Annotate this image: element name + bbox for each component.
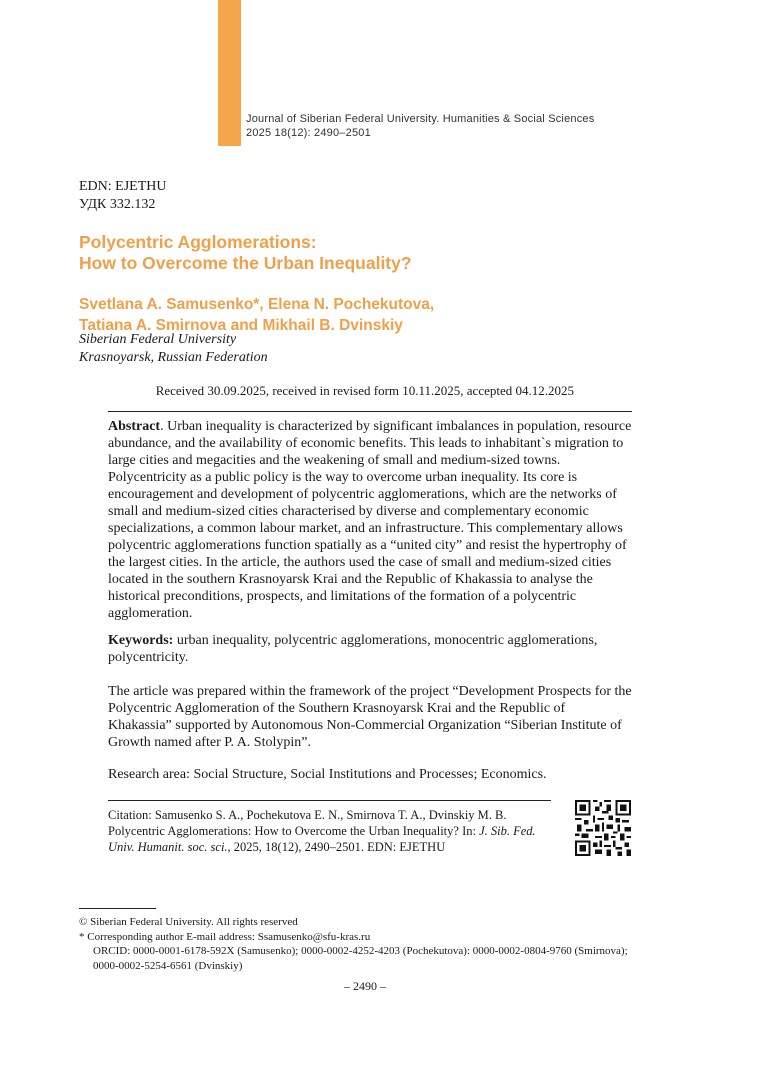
citation-prefix: Citation: Samusenko S. A., Pochekutova E. N., Smirnova T. A., Dvinskiy M. B. Polycentric Agglomerations: How to Overcome the Urban Inequality? In:	[108, 808, 507, 838]
corresponding-author-note: * Corresponding author E-mail address: Ssamusenko@sfu-kras.ru	[79, 930, 371, 943]
orcid-note: ORCID: 0000-0001-6178-592X (Samusenko); 0000-0002-4252-4203 (Pochekutova): 0000-0002-0804-9760 (Smirnova); 0000-0002-5254-6561 (Dvinskiy)	[93, 945, 628, 972]
affiliation-university: Siberian Federal University	[79, 332, 237, 347]
citation-top-rule	[108, 800, 551, 801]
qr-code-icon[interactable]	[575, 800, 631, 856]
udk-id: УДК 332.132	[79, 197, 156, 212]
abstract-text: . Urban inequality is characterized by significant imbalances in population, resource abundance, and the availability of economic benefits. This leads to inhabitant`s migration to large cities and megacities and the weakening of small and medium-sized towns. Polycentricity as a public policy is the way to overcome urban inequality. Its core is encouragement and development of polycentric agglomerations, which are the networks of small and medium-sized cities characterised by diverse and complementary economic specializations, a common labour market, and an infrastructure. This complementary allows polycentric agglomerations function spatially as a “united city” and resist the hypertrophy of the largest cities. In the article, the authors used the case of small and medium-sized cities located in the southern Krasnoyarsk Krai and the Republic of Khakassia to analyse the historical preconditions, prospects, and limitations of the formation of a polycentric agglomeration.	[108, 419, 632, 621]
title-line-1: Polycentric Agglomerations:	[79, 232, 317, 252]
citation-journal: J. Sib. Fed. Univ. Humanit. soc. sci.	[108, 824, 536, 854]
project-note: The article was prepared within the framework of the project “Development Prospects for the Polycentric Agglomeration of the Southern Krasnoyarsk Krai and the Republic of Khakassia” supported by Autonomous Non-Commercial Organization “Siberian Institute of Growth named after P. A. Stolypin”.	[108, 684, 632, 750]
authors-line-1: Svetlana A. Samusenko*, Elena N. Pochekutova,	[79, 296, 435, 313]
footnote-rule	[79, 908, 156, 909]
keywords	[108, 632, 632, 666]
research-area: Research area: Social Structure, Social Institutions and Processes; Economics.	[108, 767, 547, 782]
identifiers	[79, 178, 167, 214]
citation-suffix: , 2025, 18(12), 2490–2501. EDN: EJETHU	[227, 840, 446, 854]
journal-issue: 2025 18(12): 2490–2501	[246, 127, 371, 139]
received-dates: Received 30.09.2025, received in revised form 10.11.2025, accepted 04.12.2025	[155, 383, 574, 398]
abstract-label: Abstract	[108, 419, 161, 434]
abstract	[108, 418, 632, 622]
journal-name: Journal of Siberian Federal University. Humanities & Social Sciences	[246, 113, 595, 125]
title-line-2: How to Overcome the Urban Inequality?	[79, 253, 412, 273]
abstract-top-rule	[108, 411, 632, 412]
author-list	[79, 294, 434, 336]
footnotes	[79, 915, 631, 973]
paper-title	[79, 232, 412, 274]
journal-header	[246, 112, 594, 140]
keywords-text: urban inequality, polycentric agglomerations, monocentric agglomerations, polycentricity.	[108, 633, 598, 665]
keywords-label: Keywords:	[108, 633, 174, 648]
page-number: – 2490 –	[344, 979, 386, 993]
citation	[108, 807, 553, 855]
journal-accent-bar	[218, 0, 241, 146]
authors-line-2: Tatiana A. Smirnova and Mikhail B. Dvinskiy	[79, 317, 403, 334]
copyright-note: © Siberian Federal University. All rights reserved	[79, 916, 298, 928]
affiliation	[79, 331, 268, 367]
affiliation-location: Krasnoyarsk, Russian Federation	[79, 350, 268, 365]
edn-id: EDN: EJETHU	[79, 179, 167, 194]
